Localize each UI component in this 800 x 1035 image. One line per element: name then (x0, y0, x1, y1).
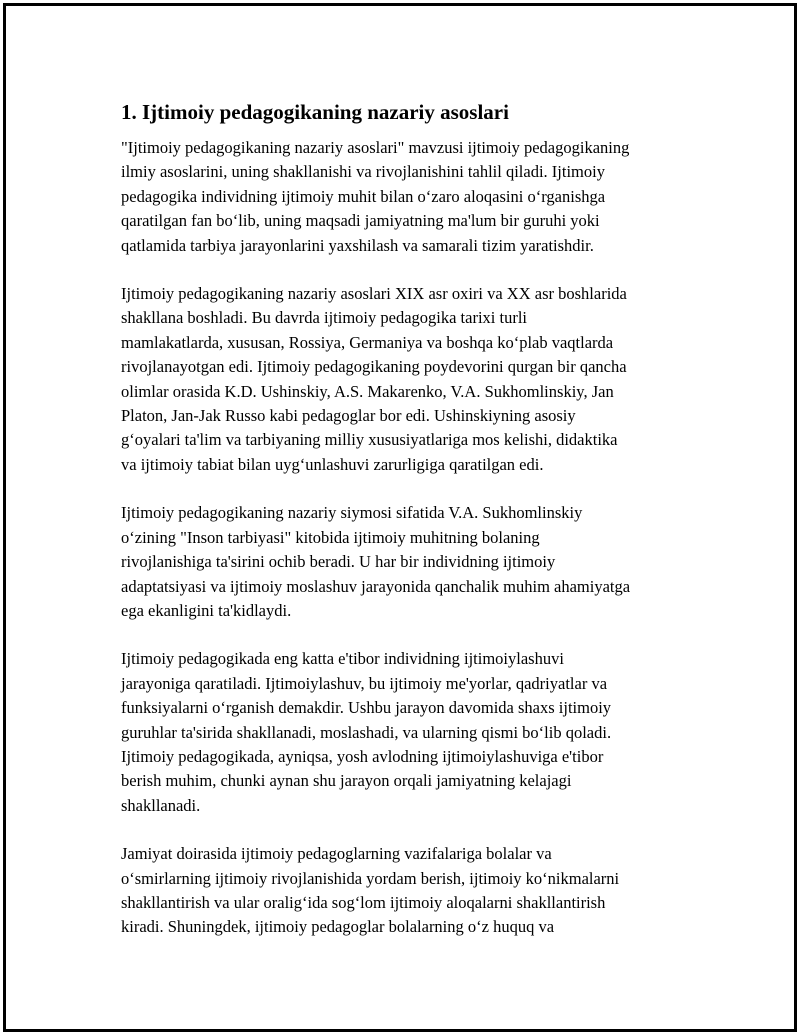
paragraph (121, 501, 696, 623)
paragraph-line: olimlar orasida K.D. Ushinskiy, A.S. Makarenko, V.A. Sukhomlinskiy, Jan (121, 381, 614, 401)
paragraph-line: pedagogika individning ijtimoiy muhit bilan oʻzaro aloqasini oʻrganishga (121, 186, 606, 206)
paragraph-line: Jamiyat doirasida ijtimoiy pedagoglarning vazifalariga bolalar va (121, 844, 552, 864)
paragraph-line: jarayoniga qaratiladi. Ijtimoiylashuv, bu ijtimoiy me'yorlar, qadriyatlar va (121, 673, 608, 693)
paragraph-line: ega ekanligini ta'kidlaydi. (121, 600, 292, 620)
paragraph (121, 282, 696, 477)
paragraph-line: shakllana boshladi. Bu davrda ijtimoiy pedagogika tarixi turli (121, 308, 527, 328)
paragraph-line: oʻsmirlarning ijtimoiy rivojlanishida yordam berish, ijtimoiy koʻnikmalarni (121, 868, 620, 888)
paragraph (121, 647, 696, 818)
paragraph (121, 136, 696, 258)
paragraph-line: "Ijtimoiy pedagogikaning nazariy asoslari" mavzusi ijtimoiy pedagogikaning (121, 138, 630, 157)
document-body (121, 98, 696, 964)
paragraph-line: funksiyalarni oʻrganish demakdir. Ushbu jarayon davomida shaxs ijtimoiy (121, 698, 612, 718)
paragraph-line: rivojlanayotgan edi. Ijtimoiy pedagogikaning poydevorini qurgan bir qancha (121, 357, 627, 377)
paragraph-line: kiradi. Shuningdek, ijtimoiy pedagoglar bolalarning oʻz huquq va (121, 917, 555, 937)
paragraph-line: shakllanadi. (121, 795, 201, 815)
paragraph-line: Ijtimoiy pedagogikaning nazariy siymosi sifatida V.A. Sukhomlinskiy (121, 503, 583, 523)
paragraph-line: Platon, Jan-Jak Russo kabi pedagoglar bor edi. Ushinskiyning asosiy (121, 406, 576, 426)
paragraph-line: Ijtimoiy pedagogikaning nazariy asoslari XIX asr oxiri va XX asr boshlarida (121, 284, 627, 304)
paragraph-line: Ijtimoiy pedagogikada eng katta e'tibor individning ijtimoiylashuvi (121, 649, 564, 669)
paragraph-line: berish muhim, chunki aynan shu jarayon orqali jamiyatning kelajagi (121, 771, 572, 791)
paragraph-line: va ijtimoiy tabiat bilan uygʻunlashuvi zarurligiga qaratilgan edi. (121, 454, 544, 474)
paragraph-list (121, 136, 696, 940)
paragraph-line: gʻoyalari ta'lim va tarbiyaning milliy xususiyatlariga mos kelishi, didaktika (121, 430, 618, 450)
paragraph-line: shakllantirish va ular oraligʻida sogʻlom ijtimoiy aloqalarni shakllantirish (121, 892, 606, 912)
paragraph-line: adaptatsiyasi va ijtimoiy moslashuv jarayonida qanchalik muhim ahamiyatga (121, 576, 631, 596)
document-title: 1. Ijtimoiy pedagogikaning nazariy asoslari (121, 100, 509, 124)
paragraph-line: ilmiy asoslarini, uning shakllanishi va rivojlanishini tahlil qiladi. Ijtimoiy (121, 162, 605, 182)
page-frame (3, 3, 797, 1032)
paragraph-line: rivojlanishiga ta'sirini ochib beradi. U har bir individning ijtimoiy (121, 552, 556, 572)
paragraph-line: guruhlar ta'sirida shakllanadi, moslashadi, va ularning qismi boʻlib qoladi. (121, 722, 612, 742)
paragraph-line: oʻzining "Inson tarbiyasi" kitobida ijtimoiy muhitning bolaning (121, 527, 540, 547)
paragraph-line: qatlamida tarbiya jarayonlarini yaxshilash va samarali tizim yaratishdir. (121, 235, 594, 255)
paragraph (121, 842, 696, 940)
paragraph-line: qaratilgan fan boʻlib, uning maqsadi jamiyatning ma'lum bir guruhi yoki (121, 211, 600, 231)
paragraph-line: Ijtimoiy pedagogikada, ayniqsa, yosh avlodning ijtimoiylashuviga e'tibor (121, 746, 604, 766)
paragraph-line: mamlakatlarda, xususan, Rossiya, Germaniya va boshqa koʻplab vaqtlarda (121, 332, 614, 352)
